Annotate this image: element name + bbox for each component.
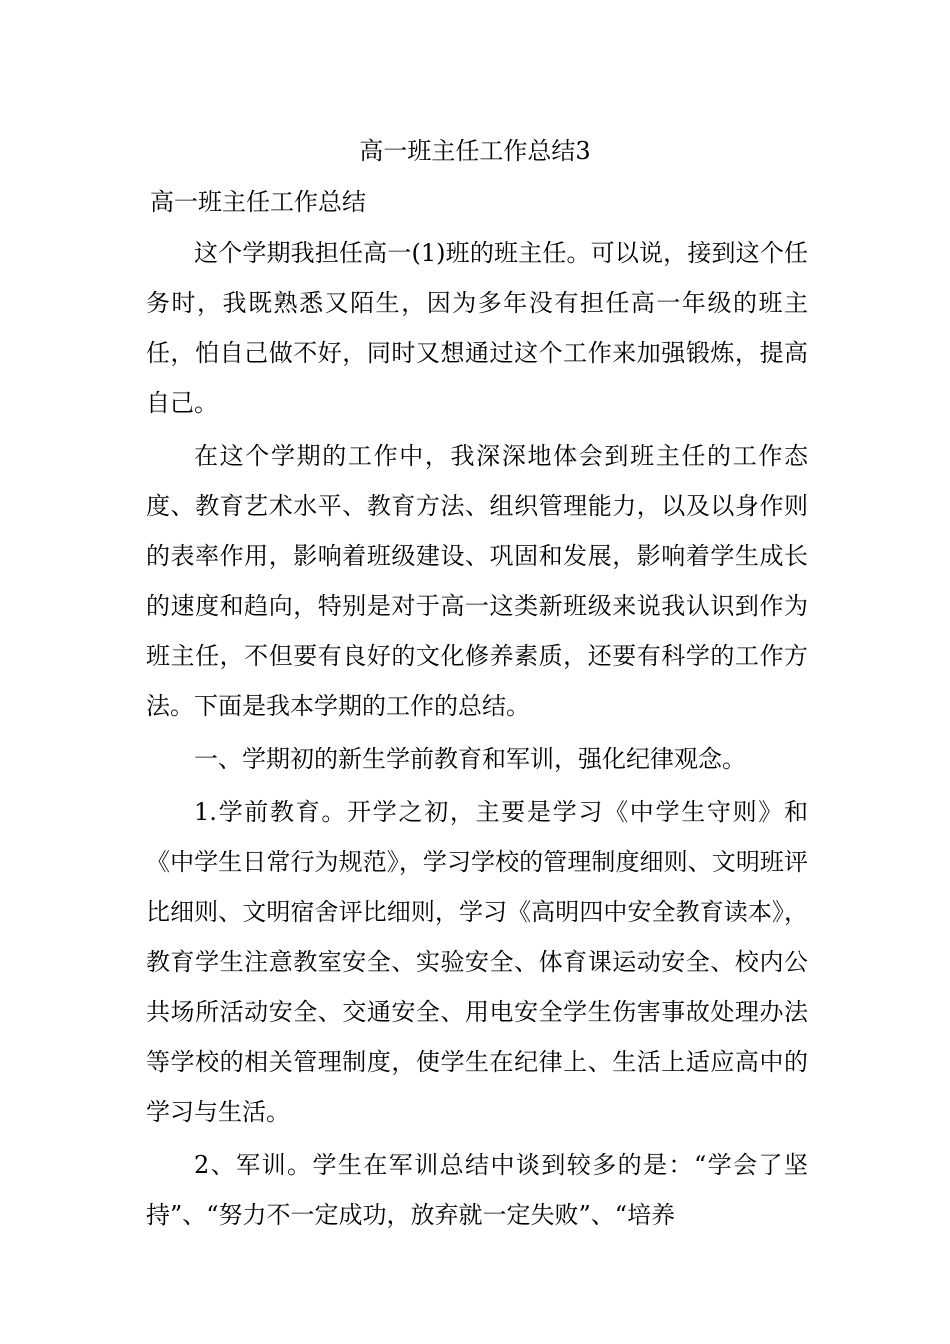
paragraph-military-training: 2、军训。学生在军训总结中谈到较多的是：“学会了坚持”、“努力不一定成功，放弃就一定失败”、“培养 (146, 1151, 808, 1229)
paragraph-pre-school-education: 1.学前教育。开学之初，主要是学习《中学生守则》和《中学生日常行为规范》，学习学校的管理制度细则、文明班评比细则、文明宿舍评比细则，学习《高明四中安全教育读本》，教育学生注意教室安全、实验安全、体育课运动安全、校内公共场所活动安全、交通安全、用电安全学生伤害事故处理办法等学校的相关管理制度，使学生在纪律上、生活上适应高中的学习与生活。 (146, 798, 808, 1126)
paragraph-intro: 这个学期我担任高一(1)班的班主任。可以说，接到这个任务时，我既熟悉又陌生，因为多年没有担任高一年级的班主任，怕自己做不好，同时又想通过这个工作来加强锻炼，提高自己。 (146, 239, 808, 417)
document-body (146, 228, 808, 1243)
paragraph-reflection: 在这个学期的工作中，我深深地体会到班主任的工作态度、教育艺术水平、教育方法、组织管理能力，以及以身作则的表率作用，影响着班级建设、巩固和发展，影响着学生成长的速度和趋向，特别是对于高一这类新班级来说我认识到作为班主任，不但要有良好的文化修养素质，还要有科学的工作方法。下面是我本学期的工作的总结。 (146, 442, 808, 720)
document-title: 高一班主任工作总结3 (359, 137, 591, 165)
section-heading-1: 一、学期初的新生学前教育和军训，强化纪律观念。 (194, 745, 746, 773)
document-subtitle: 高一班主任工作总结 (150, 188, 366, 216)
